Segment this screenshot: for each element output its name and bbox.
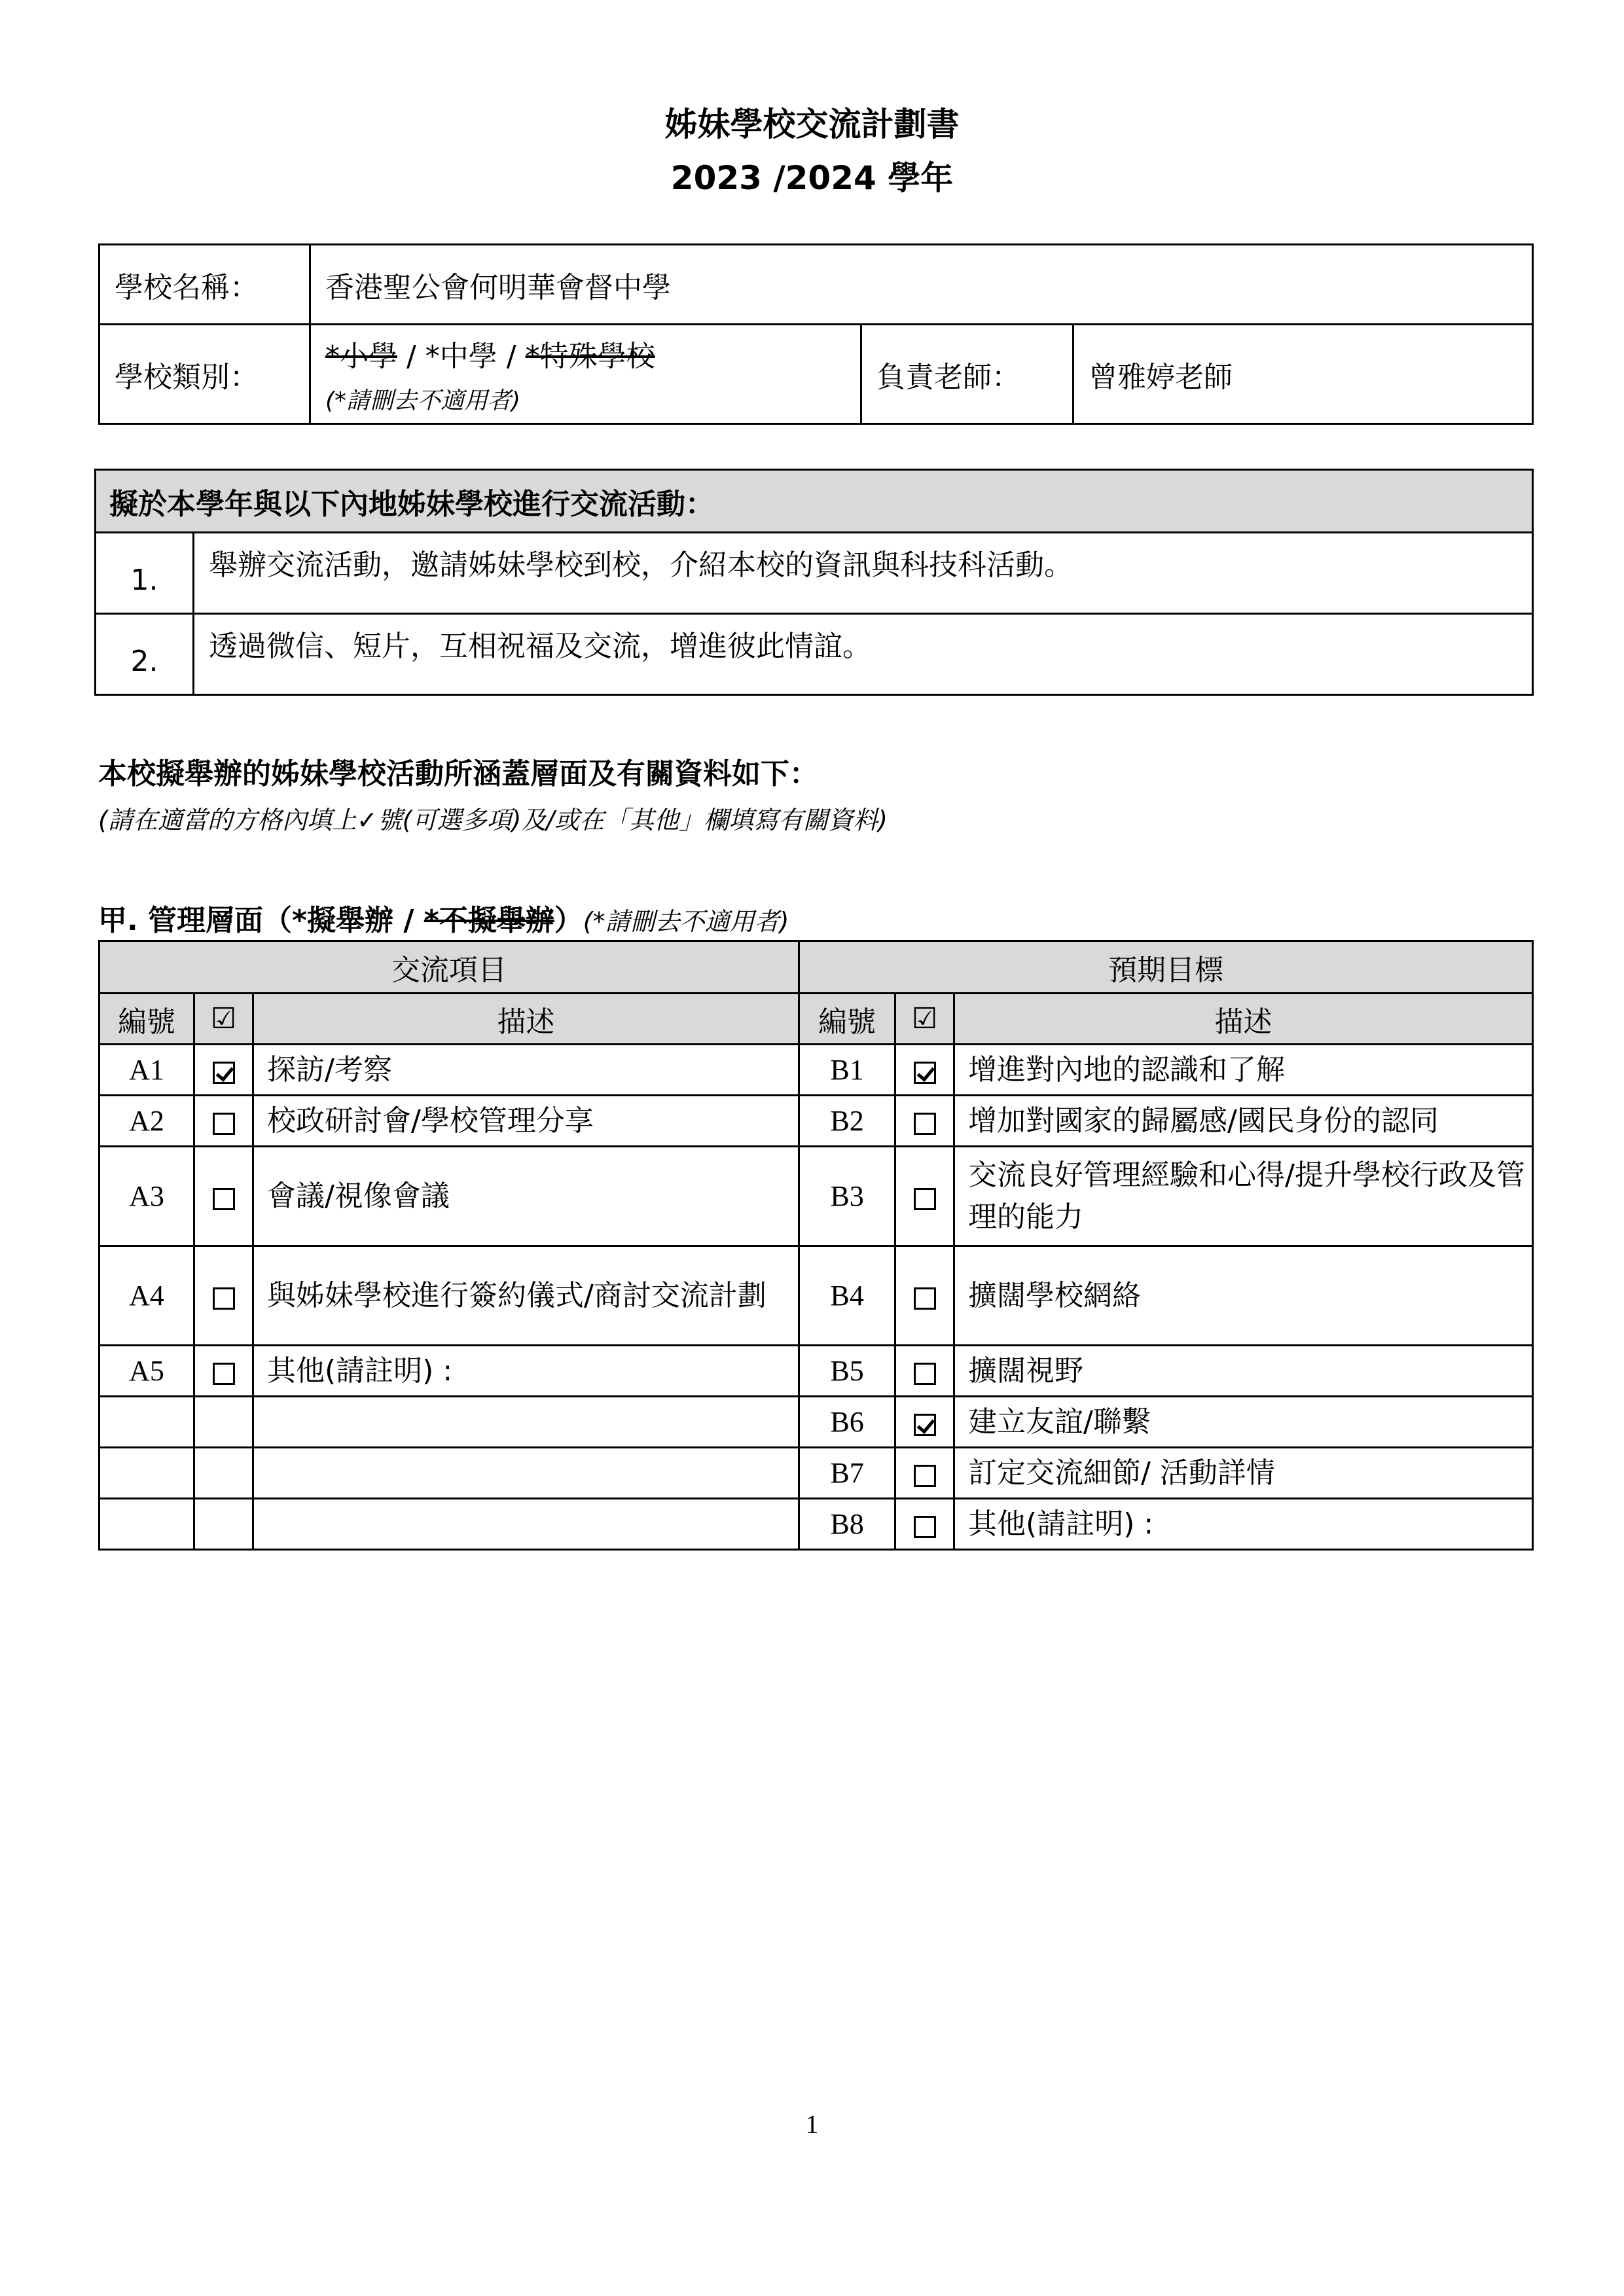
coverage-instruction: (請在適當的方格內填上✓號(可選多項)及/或在「其他」欄填寫有關資料)	[98, 806, 888, 834]
item-description	[253, 1397, 799, 1448]
checkbox[interactable]	[914, 1287, 936, 1310]
item-description	[253, 1499, 799, 1550]
table-row	[99, 1246, 1533, 1346]
goal-code: B7	[799, 1448, 895, 1499]
item-description: 會議/視像會議	[253, 1147, 799, 1246]
goal-code: B4	[799, 1246, 895, 1346]
school-name-value: 香港聖公會何明華會督中學	[310, 245, 1533, 325]
goal-code: B2	[799, 1096, 895, 1147]
goal-description: 訂定交流細節/ 活動詳情	[954, 1448, 1533, 1499]
activity-row	[96, 533, 1533, 614]
goal-description: 其他(請註明) :	[954, 1499, 1533, 1550]
table-row	[99, 1346, 1533, 1397]
table-row	[99, 1045, 1533, 1096]
activity-row	[96, 614, 1533, 695]
goal-checkbox-cell	[895, 1246, 954, 1346]
goal-description: 建立友誼/聯繫	[954, 1397, 1533, 1448]
item-description: 其他(請註明) :	[253, 1346, 799, 1397]
check-column-header: ☑	[194, 994, 253, 1045]
item-checkbox-cell	[194, 1346, 253, 1397]
section-note: (*請刪去不適用者)	[583, 907, 789, 936]
goal-checkbox-cell	[895, 1096, 954, 1147]
item-checkbox-cell	[194, 1045, 253, 1096]
goal-description: 擴闊視野	[954, 1346, 1533, 1397]
goal-code: B6	[799, 1397, 895, 1448]
checkbox[interactable]	[213, 1113, 235, 1135]
checkbox[interactable]	[914, 1113, 936, 1135]
item-description: 與姊妹學校進行簽約儀式/商討交流計劃	[253, 1246, 799, 1346]
checkbox[interactable]	[213, 1188, 235, 1210]
section-separator: /	[393, 904, 424, 937]
goal-code: B5	[799, 1346, 895, 1397]
code-column-header: 編號	[799, 994, 895, 1045]
school-year-subtitle: 2023 /2024 學年	[670, 159, 954, 197]
item-code: A2	[99, 1096, 194, 1147]
item-checkbox-cell	[194, 1499, 253, 1550]
item-description	[253, 1448, 799, 1499]
checkbox[interactable]	[914, 1516, 936, 1538]
activity-number: 2.	[96, 614, 194, 695]
description-column-header: 描述	[954, 994, 1533, 1045]
goal-checkbox-cell	[895, 1499, 954, 1550]
goal-code: B3	[799, 1147, 895, 1246]
section-option-organise: *擬舉辦	[292, 904, 394, 937]
goal-checkbox-cell	[895, 1448, 954, 1499]
school-info-table	[98, 243, 1534, 425]
goal-code: B1	[799, 1045, 895, 1096]
school-type-label: 學校類別：	[99, 325, 310, 424]
table-row	[99, 1397, 1533, 1448]
checkbox[interactable]	[213, 1062, 235, 1084]
checkbox[interactable]	[213, 1363, 235, 1385]
checkbox[interactable]	[914, 1188, 936, 1210]
goal-description: 擴闊學校網絡	[954, 1246, 1533, 1346]
item-code: A1	[99, 1045, 194, 1096]
goal-checkbox-cell	[895, 1045, 954, 1096]
checkbox[interactable]	[914, 1062, 936, 1084]
section-option-not-organise: *不擬舉辦	[424, 904, 554, 937]
page-number: 1	[805, 2109, 819, 2139]
section-prefix: 甲. 管理層面（	[98, 904, 293, 937]
goal-code: B8	[799, 1499, 895, 1550]
activity-number: 1.	[96, 533, 194, 614]
item-code: A5	[99, 1346, 194, 1397]
item-description: 校政研討會/學校管理分享	[253, 1096, 799, 1147]
goal-checkbox-cell	[895, 1346, 954, 1397]
table-row	[99, 1096, 1533, 1147]
goal-description: 增進對內地的認識和了解	[954, 1045, 1533, 1096]
goal-description: 增加對國家的歸屬感/國民身份的認同	[954, 1096, 1533, 1147]
item-checkbox-cell	[194, 1147, 253, 1246]
checkbox[interactable]	[914, 1363, 936, 1385]
checkbox[interactable]	[914, 1465, 936, 1487]
item-code	[99, 1499, 194, 1550]
teacher-name: 曾雅婷老師	[1074, 325, 1533, 424]
item-code	[99, 1448, 194, 1499]
table-row	[99, 1499, 1533, 1550]
item-checkbox-cell	[194, 1246, 253, 1346]
section-title	[98, 897, 789, 939]
checkbox[interactable]	[213, 1287, 235, 1310]
teacher-label: 負責老師：	[861, 325, 1074, 424]
goal-checkbox-cell	[895, 1397, 954, 1448]
school-type-separator: /	[397, 340, 425, 373]
item-code: A3	[99, 1147, 194, 1246]
check-column-header: ☑	[895, 994, 954, 1045]
planned-activities-table	[94, 469, 1534, 696]
school-type-special: *特殊學校	[525, 340, 655, 373]
school-type-note: (*請刪去不適用者)	[325, 387, 521, 414]
school-name-label: 學校名稱：	[99, 245, 310, 325]
goal-checkbox-cell	[895, 1147, 954, 1246]
section-suffix: ）	[554, 904, 583, 937]
document-title: 姊妹學校交流計劃書	[664, 105, 960, 143]
activity-text: 舉辦交流活動，邀請姊妹學校到校，介紹本校的資訊與科技科活動。	[194, 533, 1533, 614]
item-description: 探訪/考察	[253, 1045, 799, 1096]
goal-description: 交流良好管理經驗和心得/提升學校行政及管理的能力	[954, 1147, 1533, 1246]
item-checkbox-cell	[194, 1448, 253, 1499]
item-checkbox-cell	[194, 1096, 253, 1147]
exchange-items-header: 交流項目	[99, 941, 799, 994]
coverage-heading: 本校擬舉辦的姊妹學校活動所涵蓋層面及有關資料如下：	[98, 757, 818, 791]
item-checkbox-cell	[194, 1397, 253, 1448]
school-type-cell	[310, 325, 861, 424]
management-table	[98, 940, 1534, 1551]
activity-text: 透過微信、短片，互相祝福及交流，增進彼此情誼。	[194, 614, 1533, 695]
code-column-header: 編號	[99, 994, 194, 1045]
school-type-primary: *小學	[325, 340, 397, 373]
school-type-secondary: *中學	[425, 340, 497, 373]
table-row	[99, 1448, 1533, 1499]
checkbox[interactable]	[914, 1414, 936, 1436]
item-code: A4	[99, 1246, 194, 1346]
item-code	[99, 1397, 194, 1448]
expected-goals-header: 預期目標	[799, 941, 1533, 994]
table-row	[99, 1147, 1533, 1246]
school-type-separator: /	[497, 340, 526, 373]
activities-header: 擬於本學年與以下內地姊妹學校進行交流活動：	[96, 470, 1533, 533]
description-column-header: 描述	[253, 994, 799, 1045]
